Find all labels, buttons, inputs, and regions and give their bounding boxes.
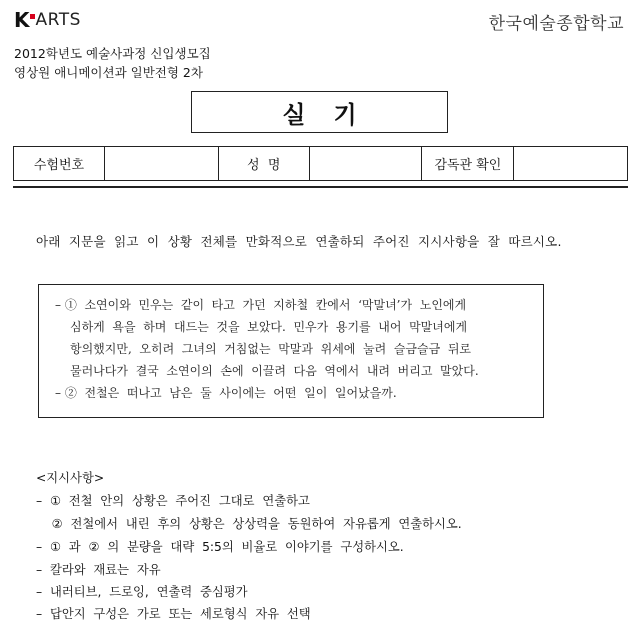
school-name: 한국예술종합학교 (488, 14, 624, 34)
exam-year-line: 2012학년도 예술사과정 신입생모집 (14, 46, 211, 61)
direction-item: – ① 전철 안의 상황은 주어진 그대로 연출하고 (36, 494, 310, 508)
directions-heading: <지시사항> (36, 471, 105, 485)
logo-red-dot (30, 14, 35, 19)
direction-item: – 답안지 구성은 가로 또는 세로형식 자유 선택 (36, 607, 311, 621)
name-field[interactable] (309, 147, 422, 181)
proctor-field[interactable] (514, 147, 628, 181)
scenario-line: 항의했지만, 오히려 그녀의 거침없는 막말과 위세에 눌려 슬금슬금 뒤로 (70, 342, 472, 356)
exam-number-label: 수험번호 (14, 147, 105, 181)
info-table (13, 146, 628, 181)
exam-number-field[interactable] (105, 147, 219, 181)
karts-logo (14, 9, 81, 31)
title-box (191, 91, 448, 133)
direction-item: – 칼라와 재료는 자유 (36, 563, 161, 577)
scenario-line: – ① 소연이와 민우는 같이 타고 가던 지하철 칸에서 ‘막말녀’가 노인에게 (55, 298, 467, 312)
scenario-line: 심하게 욕을 하며 대드는 것을 보았다. 민우가 용기를 내어 막말녀에게 (70, 320, 468, 334)
department-line: 영상원 애니메이션과 일반전형 2차 (14, 65, 203, 80)
name-label: 성 명 (218, 147, 309, 181)
direction-item: – ① 과 ② 의 분량을 대략 5:5의 비율로 이야기를 구성하시오. (36, 540, 404, 554)
page-title: 실기 (282, 100, 385, 129)
scenario-line: 물러나다가 결국 소연이의 손에 이끌려 다음 역에서 내려 버리고 말았다. (70, 364, 479, 378)
scenario-line: – ② 전철은 떠나고 남은 둘 사이에는 어떤 일이 일어났을까. (55, 386, 397, 400)
logo-arts: ARTS (35, 10, 81, 30)
instruction-text: 아래 지문을 읽고 이 상황 전체를 만화적으로 연출하되 주어진 지시사항을 잘 따르시오. (36, 234, 562, 249)
proctor-label: 감독관 확인 (422, 147, 514, 181)
direction-item: – 내러티브, 드로잉, 연출력 중심평가 (36, 585, 248, 599)
direction-item: ② 전철에서 내린 후의 상황은 상상력을 동원하여 자유롭게 연출하시오. (36, 517, 462, 531)
scenario-box (38, 284, 544, 418)
logo-k: K (14, 8, 29, 32)
header-divider (13, 186, 628, 188)
